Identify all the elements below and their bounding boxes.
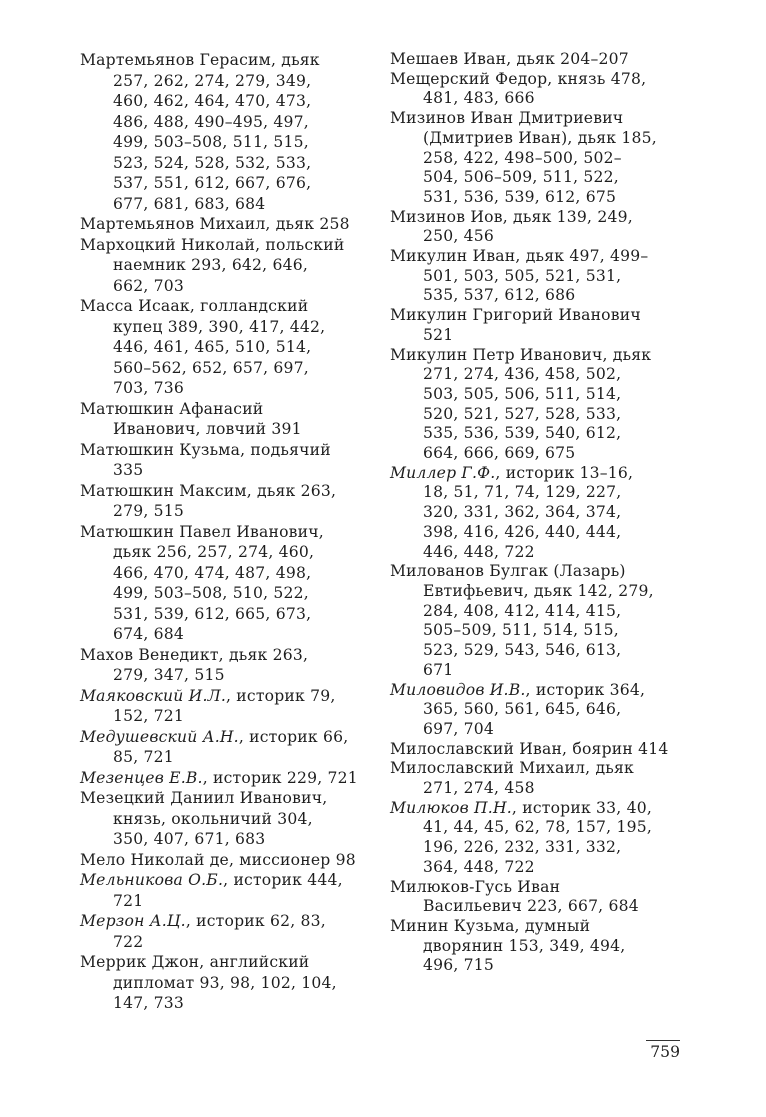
entry-text: 523, 529, 543, 546, 613, <box>423 641 622 660</box>
entry-text: 365, 560, 561, 645, 646, <box>423 700 622 719</box>
entry-continuation-line <box>390 621 700 641</box>
entry-text: Микулин Григорий Иванович <box>390 306 641 325</box>
entry-text: Милославский Михаил, дьяк <box>390 759 634 778</box>
entry-continuation-line <box>80 973 380 994</box>
entry-continuation-line <box>390 483 700 503</box>
entry-continuation-line <box>390 385 700 405</box>
entry-text: Иванович, ловчий 391 <box>113 420 302 438</box>
entry-text: Масса Исаак, голландский <box>80 297 309 315</box>
entry-heading-line <box>80 296 380 317</box>
entry-text: 460, 462, 464, 470, 473, <box>113 92 312 110</box>
entry-text: 721 <box>113 891 144 910</box>
entry-continuation-line <box>80 624 380 645</box>
index-entry <box>80 235 380 297</box>
entry-continuation-line <box>390 602 700 622</box>
entry-text: 531, 539, 612, 665, 673, <box>113 604 312 623</box>
entry-text: наемник 293, 642, 646, <box>113 256 309 274</box>
entry-continuation-line <box>80 255 380 276</box>
entry-heading-line <box>80 870 380 891</box>
entry-text: , историк 229, 721 <box>202 768 358 787</box>
index-entry <box>80 686 380 727</box>
author-name: Мерзон А.Ц. <box>80 912 186 930</box>
entry-heading-line <box>390 247 700 267</box>
entry-text: , историк 33, 40, <box>511 798 653 817</box>
entry-heading-line <box>80 850 380 871</box>
entry-continuation-line <box>390 937 700 957</box>
entry-text: дипломат 93, 98, 102, 104, <box>113 973 337 992</box>
entry-continuation-line <box>80 112 380 133</box>
index-entry <box>80 522 380 645</box>
entry-continuation-line <box>390 838 700 858</box>
entry-continuation-line <box>80 993 380 1014</box>
entry-text: 671 <box>423 660 454 679</box>
entry-text: купец 389, 390, 417, 442, <box>113 317 326 336</box>
entry-text: Меррик Джон, английский <box>80 953 310 971</box>
index-entry <box>390 759 700 798</box>
entry-text: 335 <box>113 461 144 479</box>
entry-text: 535, 536, 539, 540, 612, <box>423 424 622 443</box>
entry-text: 284, 408, 412, 414, 415, <box>423 601 622 620</box>
entry-heading-line <box>390 346 700 366</box>
entry-text: князь, окольничий 304, <box>113 809 313 828</box>
entry-text: 196, 226, 232, 331, 332, <box>423 838 622 857</box>
entry-text: Микулин Иван, дьяк 497, 499– <box>390 247 649 266</box>
entry-continuation-line <box>390 286 700 306</box>
entry-text: Евтифьевич, дьяк 142, 279, <box>423 581 654 600</box>
index-entry <box>80 296 380 399</box>
entry-text: 486, 488, 490–495, 497, <box>113 112 309 131</box>
entry-text: Мещерский Федор, князь 478, <box>390 69 647 88</box>
entry-text: 531, 536, 539, 612, 675 <box>423 187 617 206</box>
entry-text: 320, 331, 362, 364, 374, <box>423 503 622 522</box>
index-entry <box>390 109 700 208</box>
entry-text: 446, 461, 465, 510, 514, <box>113 338 312 356</box>
entry-text: , историк 66, <box>238 727 349 746</box>
entry-heading-line <box>80 768 380 789</box>
entry-continuation-line <box>390 779 700 799</box>
entry-heading-line <box>390 50 700 70</box>
entry-continuation-line <box>80 563 380 584</box>
entry-heading-line <box>80 50 380 71</box>
author-name: Миловидов И.В. <box>390 680 526 699</box>
entry-heading-line <box>390 306 700 326</box>
index-entry <box>390 917 700 976</box>
index-entry <box>80 214 380 235</box>
entry-text: 521 <box>423 325 454 344</box>
entry-continuation-line <box>390 188 700 208</box>
entry-text: 501, 503, 505, 521, 531, <box>423 266 622 285</box>
entry-continuation-line <box>80 91 380 112</box>
entry-text: 703, 736 <box>113 379 185 397</box>
index-entry <box>390 306 700 345</box>
author-name: Милюков П.Н. <box>390 798 512 817</box>
entry-text: 41, 44, 45, 62, 78, 157, 195, <box>423 818 652 837</box>
entry-heading-line <box>80 522 380 543</box>
entry-text: 560–562, 652, 657, 697, <box>113 358 309 377</box>
index-entry <box>80 399 380 440</box>
entry-text: Мело Николай де, миссионер 98 <box>80 850 356 869</box>
index-entry <box>390 562 700 680</box>
entry-text: 147, 733 <box>113 994 185 1012</box>
entry-text: Минин Кузьма, думный <box>390 916 591 935</box>
index-entry <box>390 346 700 464</box>
entry-continuation-line <box>80 604 380 625</box>
entry-text: 250, 456 <box>423 227 495 246</box>
entry-text: Мартемьянов Герасим, дьяк <box>80 51 320 69</box>
entry-text: 499, 503–508, 511, 515, <box>113 133 309 151</box>
entry-continuation-line <box>390 543 700 563</box>
entry-text: 446, 448, 722 <box>423 542 535 561</box>
entry-text: Мизинов Иов, дьяк 139, 249, <box>390 207 633 226</box>
entry-continuation-line <box>80 173 380 194</box>
entry-continuation-line <box>390 267 700 287</box>
entry-text: 18, 51, 71, 74, 129, 227, <box>423 483 622 502</box>
entry-continuation-line <box>390 89 700 109</box>
index-entry <box>80 911 380 952</box>
index-entry <box>390 681 700 740</box>
entry-continuation-line <box>390 129 700 149</box>
entry-heading-line <box>390 70 700 90</box>
entry-text: Матюшкин Максим, дьяк 263, <box>80 481 337 500</box>
entry-continuation-line <box>80 583 380 604</box>
index-entry <box>80 870 380 911</box>
entry-heading-line <box>390 208 700 228</box>
entry-text: , историк 364, <box>525 680 646 699</box>
entry-text: 503, 505, 506, 511, 514, <box>423 384 622 403</box>
entry-text: 271, 274, 458 <box>423 779 535 798</box>
entry-text: 505–509, 511, 514, 515, <box>423 621 619 640</box>
index-entry <box>390 799 700 878</box>
entry-continuation-line <box>80 665 380 686</box>
entry-continuation-line <box>390 168 700 188</box>
index-entry <box>390 70 700 109</box>
entry-text: Мартемьянов Михаил, дьяк 258 <box>80 215 350 233</box>
entry-continuation-line <box>80 809 380 830</box>
entry-text: , историк 444, <box>223 871 343 889</box>
author-name: Мельникова О.Б. <box>80 871 224 889</box>
entry-continuation-line <box>80 276 380 297</box>
entry-heading-line <box>80 214 380 235</box>
entry-text: 535, 537, 612, 686 <box>423 286 576 305</box>
entry-text: 496, 715 <box>423 956 495 975</box>
author-name: Медушевский А.Н. <box>80 727 239 746</box>
entry-heading-line <box>390 759 700 779</box>
entry-continuation-line <box>390 582 700 602</box>
index-entry <box>390 50 700 70</box>
entry-continuation-line <box>80 71 380 92</box>
entry-continuation-line <box>390 365 700 385</box>
entry-text: 499, 503–508, 510, 522, <box>113 584 309 602</box>
entry-text: 257, 262, 274, 279, 349, <box>113 71 312 90</box>
entry-heading-line <box>80 481 380 502</box>
entry-text: 364, 448, 722 <box>423 857 535 876</box>
entry-text: 152, 721 <box>113 707 185 725</box>
entry-text: дворянин 153, 349, 494, <box>423 936 626 955</box>
entry-text: 664, 666, 669, 675 <box>423 444 576 463</box>
entry-continuation-line <box>80 194 380 215</box>
entry-text: Мархоцкий Николай, польский <box>80 235 345 254</box>
entry-text: Микулин Петр Иванович, дьяк <box>390 345 652 364</box>
entry-continuation-line <box>80 153 380 174</box>
entry-text: 271, 274, 436, 458, 502, <box>423 365 622 384</box>
entry-heading-line <box>390 799 700 819</box>
entry-text: 722 <box>113 932 144 951</box>
entry-continuation-line <box>80 358 380 379</box>
entry-continuation-line <box>390 424 700 444</box>
entry-text: Мезецкий Даниил Иванович, <box>80 789 328 807</box>
entry-text: Матюшкин Кузьма, подьячий <box>80 440 331 459</box>
entry-text: , историк 79, <box>225 686 336 705</box>
entry-text: (Дмитриев Иван), дьяк 185, <box>423 128 657 147</box>
entry-continuation-line <box>80 317 380 338</box>
entry-heading-line <box>390 464 700 484</box>
index-entry <box>80 788 380 850</box>
entry-continuation-line <box>390 858 700 878</box>
index-entry <box>390 740 700 760</box>
index-entry <box>80 850 380 871</box>
entry-heading-line <box>80 686 380 707</box>
entry-continuation-line <box>390 227 700 247</box>
entry-text: Мизинов Иван Дмитриевич <box>390 109 624 128</box>
index-column-left <box>80 50 380 1014</box>
entry-heading-line <box>80 952 380 973</box>
entry-text: 674, 684 <box>113 625 185 643</box>
entry-continuation-line <box>390 149 700 169</box>
entry-heading-line <box>80 911 380 932</box>
entry-text: , историк 62, 83, <box>185 912 326 930</box>
author-name: Маяковский И.Л. <box>80 686 226 705</box>
entry-continuation-line <box>390 956 700 976</box>
entry-text: 662, 703 <box>113 276 185 295</box>
entry-continuation-line <box>390 641 700 661</box>
entry-text: 520, 521, 527, 528, 533, <box>423 404 622 423</box>
entry-text: 537, 551, 612, 667, 676, <box>113 174 312 192</box>
entry-continuation-line <box>80 829 380 850</box>
author-name: Миллер Г.Ф. <box>390 463 496 482</box>
entry-continuation-line <box>390 897 700 917</box>
index-entry <box>80 50 380 214</box>
entry-continuation-line <box>80 706 380 727</box>
entry-heading-line <box>80 399 380 420</box>
entry-continuation-line <box>80 747 380 768</box>
entry-continuation-line <box>390 503 700 523</box>
entry-text: Милованов Булгак (Лазарь) <box>390 562 626 581</box>
entry-heading-line <box>390 109 700 129</box>
entry-heading-line <box>80 440 380 461</box>
entry-text: дьяк 256, 257, 274, 460, <box>113 543 315 561</box>
entry-continuation-line <box>390 720 700 740</box>
entry-text: 697, 704 <box>423 719 495 738</box>
page-number: 759 <box>646 1040 680 1061</box>
entry-continuation-line <box>80 378 380 399</box>
entry-text: Милюков-Гусь Иван <box>390 877 561 896</box>
entry-heading-line <box>80 727 380 748</box>
entry-text: 258, 422, 498–500, 502– <box>423 148 622 167</box>
entry-heading-line <box>80 645 380 666</box>
entry-text: 481, 483, 666 <box>423 89 535 108</box>
entry-text: Мешаев Иван, дьяк 204–207 <box>390 50 629 68</box>
entry-continuation-line <box>80 337 380 358</box>
entry-text: 677, 681, 683, 684 <box>113 194 266 213</box>
entry-continuation-line <box>80 460 380 481</box>
index-entry <box>390 208 700 247</box>
entry-heading-line <box>390 740 700 760</box>
index-entry <box>390 247 700 306</box>
entry-continuation-line <box>390 700 700 720</box>
entry-text: Матюшкин Павел Иванович, <box>80 522 324 541</box>
entry-heading-line <box>390 562 700 582</box>
entry-text: 279, 347, 515 <box>113 666 225 684</box>
entry-continuation-line <box>80 501 380 522</box>
entry-heading-line <box>390 917 700 937</box>
entry-text: 85, 721 <box>113 748 174 766</box>
entry-text: 504, 506–509, 511, 522, <box>423 168 619 187</box>
entry-text: 466, 470, 474, 487, 498, <box>113 563 312 582</box>
entry-continuation-line <box>390 326 700 346</box>
entry-text: 350, 407, 671, 683 <box>113 830 266 848</box>
index-entry <box>390 878 700 917</box>
entry-continuation-line <box>80 891 380 912</box>
entry-continuation-line <box>80 419 380 440</box>
author-name: Мезенцев Е.В. <box>80 768 203 787</box>
index-column-right <box>390 50 700 976</box>
entry-continuation-line <box>80 132 380 153</box>
entry-continuation-line <box>390 661 700 681</box>
entry-heading-line <box>390 878 700 898</box>
entry-text: 398, 416, 426, 440, 444, <box>423 522 622 541</box>
entry-continuation-line <box>80 932 380 953</box>
entry-text: Васильевич 223, 667, 684 <box>423 897 639 916</box>
entry-continuation-line <box>390 405 700 425</box>
entry-continuation-line <box>390 818 700 838</box>
entry-text: 523, 524, 528, 532, 533, <box>113 153 312 172</box>
entry-text: 279, 515 <box>113 502 185 520</box>
entry-heading-line <box>80 788 380 809</box>
entry-text: Милославский Иван, боярин 414 <box>390 739 669 758</box>
entry-text: Махов Венедикт, дьяк 263, <box>80 645 309 664</box>
index-entry <box>80 645 380 686</box>
index-entry <box>80 952 380 1014</box>
entry-continuation-line <box>390 523 700 543</box>
entry-heading-line <box>80 235 380 256</box>
entry-text: Матюшкин Афанасий <box>80 399 264 418</box>
index-entry <box>80 481 380 522</box>
entry-continuation-line <box>390 444 700 464</box>
entry-text: , историк 13–16, <box>495 463 634 482</box>
index-entry <box>80 727 380 768</box>
entry-continuation-line <box>80 542 380 563</box>
index-entry <box>390 464 700 563</box>
index-entry <box>80 440 380 481</box>
index-entry <box>80 768 380 789</box>
entry-heading-line <box>390 681 700 701</box>
